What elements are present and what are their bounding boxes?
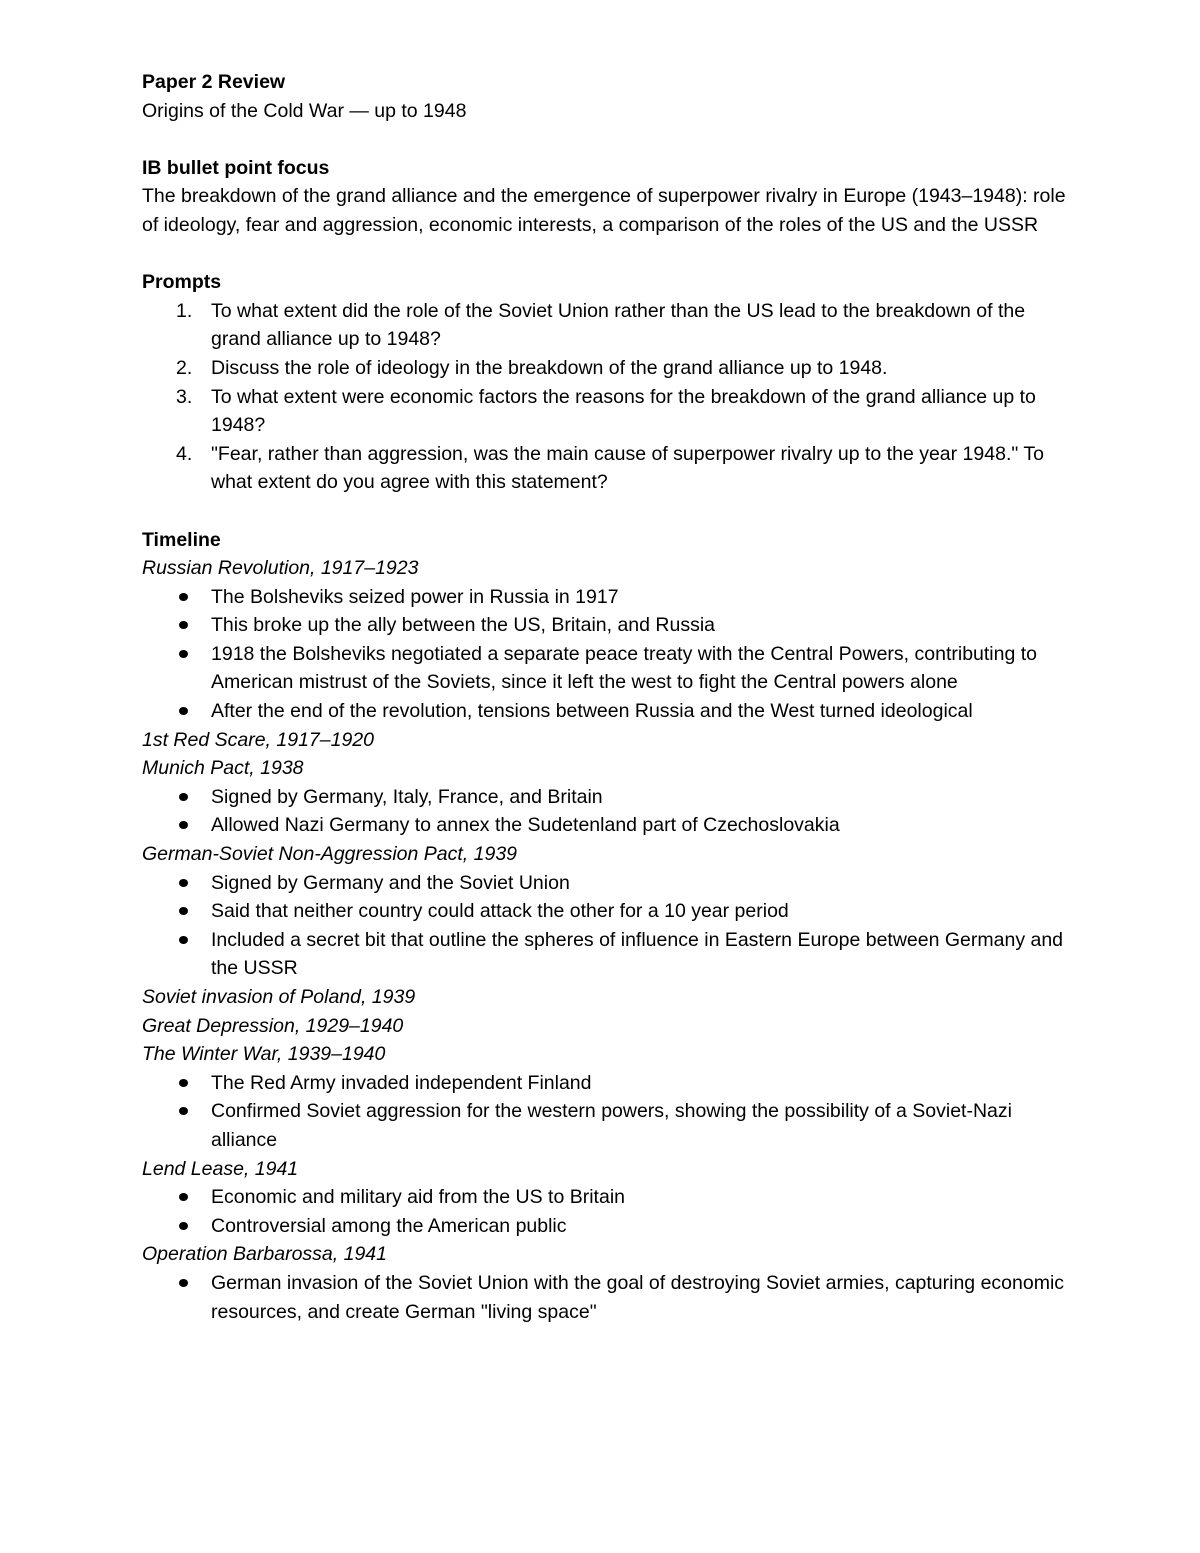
- bullet-text: After the end of the revolution, tensions between Russia and the West turned ideological: [211, 700, 973, 723]
- prompts-list: [142, 297, 1072, 497]
- timeline-heading: Timeline: [142, 528, 221, 551]
- bullet-item: [142, 1212, 1072, 1241]
- bullet-dot-icon: [179, 821, 188, 829]
- prompt-text: To what extent were economic factors the reasons for the breakdown of the grand alliance up to 1948?: [211, 385, 1036, 437]
- bullet-dot-icon: [179, 879, 188, 887]
- bullet-text: Controversial among the American public: [211, 1214, 567, 1237]
- bullet-dot-icon: [179, 1107, 188, 1115]
- bullet-text: The Red Army invaded independent Finland: [211, 1071, 592, 1094]
- bullet-dot-icon: [179, 1193, 188, 1201]
- bullet-item: [142, 697, 1072, 726]
- timeline-event-bullets: [142, 783, 1072, 840]
- bullet-text: Said that neither country could attack the other for a 10 year period: [211, 900, 789, 923]
- bullet-text: Signed by Germany, Italy, France, and Britain: [211, 785, 603, 808]
- bullet-dot-icon: [179, 793, 188, 801]
- bullet-dot-icon: [179, 936, 188, 944]
- bullet-item: [142, 1269, 1072, 1326]
- prompt-number: 1.: [176, 299, 193, 322]
- spacer: [142, 240, 1072, 269]
- bullet-dot-icon: [179, 650, 188, 658]
- timeline-event-bullets: [142, 1069, 1072, 1155]
- prompt-number: 2.: [176, 356, 193, 379]
- bullet-item: [142, 1183, 1072, 1212]
- bullet-item: [142, 926, 1072, 983]
- timeline-event-title: Lend Lease, 1941: [142, 1157, 299, 1180]
- bullet-dot-icon: [179, 593, 188, 601]
- prompt-item: [142, 297, 1072, 354]
- bullet-dot-icon: [179, 621, 188, 629]
- prompt-item: [142, 383, 1072, 440]
- bullet-text: German invasion of the Soviet Union with the goal of destroying Soviet armies, capturing economic resources, and create German "living space": [211, 1271, 1065, 1323]
- bullet-item: [142, 640, 1072, 697]
- bullet-item: [142, 783, 1072, 812]
- timeline-event-bullets: [142, 1183, 1072, 1240]
- timeline-event-bullets: [142, 583, 1072, 726]
- timeline-event-bullets: [142, 1269, 1072, 1326]
- focus-section: [142, 154, 1072, 240]
- bullet-item: [142, 611, 1072, 640]
- spacer: [142, 497, 1072, 526]
- prompt-text: "Fear, rather than aggression, was the main cause of superpower rivalry up to the year 1948." To what extent do you agree with this statement?: [211, 442, 1044, 494]
- bullet-text: 1918 the Bolsheviks negotiated a separate peace treaty with the Central Powers, contributing to American mistrust of the Soviets, since it left the west to fight the Central powers alone: [211, 642, 1037, 694]
- bullet-item: [142, 869, 1072, 898]
- bullet-text: Signed by Germany and the Soviet Union: [211, 871, 570, 894]
- prompt-text: Discuss the role of ideology in the breakdown of the grand alliance up to 1948.: [211, 356, 888, 379]
- bullet-item: [142, 1097, 1072, 1154]
- timeline-events: [142, 554, 1072, 1326]
- bullet-dot-icon: [179, 707, 188, 715]
- prompt-number: 3.: [176, 385, 193, 408]
- bullet-text: Allowed Nazi Germany to annex the Sudetenland part of Czechoslovakia: [211, 814, 840, 837]
- timeline-event-title: Russian Revolution, 1917–1923: [142, 557, 419, 580]
- timeline-event-title: Soviet invasion of Poland, 1939: [142, 986, 416, 1008]
- prompt-item: [142, 354, 1072, 383]
- timeline-event-title: The Winter War, 1939–1940: [142, 1043, 386, 1066]
- timeline-event-bullets: [142, 869, 1072, 983]
- bullet-dot-icon: [179, 1079, 188, 1087]
- bullet-item: [142, 583, 1072, 612]
- bullet-dot-icon: [179, 1222, 188, 1230]
- document-page: [142, 68, 1072, 1326]
- prompt-item: [142, 440, 1072, 497]
- spacer: [142, 125, 1072, 154]
- bullet-text: Economic and military aid from the US to Britain: [211, 1186, 625, 1209]
- bullet-item: [142, 1069, 1072, 1098]
- bullet-dot-icon: [179, 1279, 188, 1287]
- bullet-item: [142, 897, 1072, 926]
- document-title: Paper 2 Review: [142, 71, 286, 93]
- bullet-text: Included a secret bit that outline the spheres of influence in Eastern Europe between Germany and the USSR: [211, 928, 1064, 980]
- bullet-dot-icon: [179, 907, 188, 915]
- focus-text: The breakdown of the grand alliance and the emergence of superpower rivalry in Europe (1943–1948): role of ideology, fear and aggression, economic interests, a comparison of the roles of the US and the USSR: [142, 185, 1066, 236]
- bullet-text: This broke up the ally between the US, Britain, and Russia: [211, 614, 716, 637]
- timeline-event-title: Great Depression, 1929–1940: [142, 1014, 404, 1037]
- prompts-section: [142, 268, 1072, 497]
- prompt-number: 4.: [176, 442, 193, 465]
- timeline-event-title: Munich Pact, 1938: [142, 757, 304, 780]
- bullet-text: Confirmed Soviet aggression for the western powers, showing the possibility of a Soviet-Nazi alliance: [211, 1100, 1012, 1151]
- document-subtitle: Origins of the Cold War — up to 1948: [142, 99, 467, 122]
- timeline-event-title: Operation Barbarossa, 1941: [142, 1243, 387, 1266]
- timeline-event-title: 1st Red Scare, 1917–1920: [142, 728, 375, 751]
- timeline-section: [142, 526, 1072, 1327]
- timeline-event-title: German-Soviet Non-Aggression Pact, 1939: [142, 843, 518, 866]
- bullet-text: The Bolsheviks seized power in Russia in 1917: [211, 585, 619, 608]
- prompts-heading: Prompts: [142, 271, 222, 294]
- bullet-item: [142, 811, 1072, 840]
- prompt-text: To what extent did the role of the Soviet Union rather than the US lead to the breakdown of the grand alliance up to 1948?: [211, 299, 1026, 351]
- focus-heading: IB bullet point focus: [142, 156, 330, 179]
